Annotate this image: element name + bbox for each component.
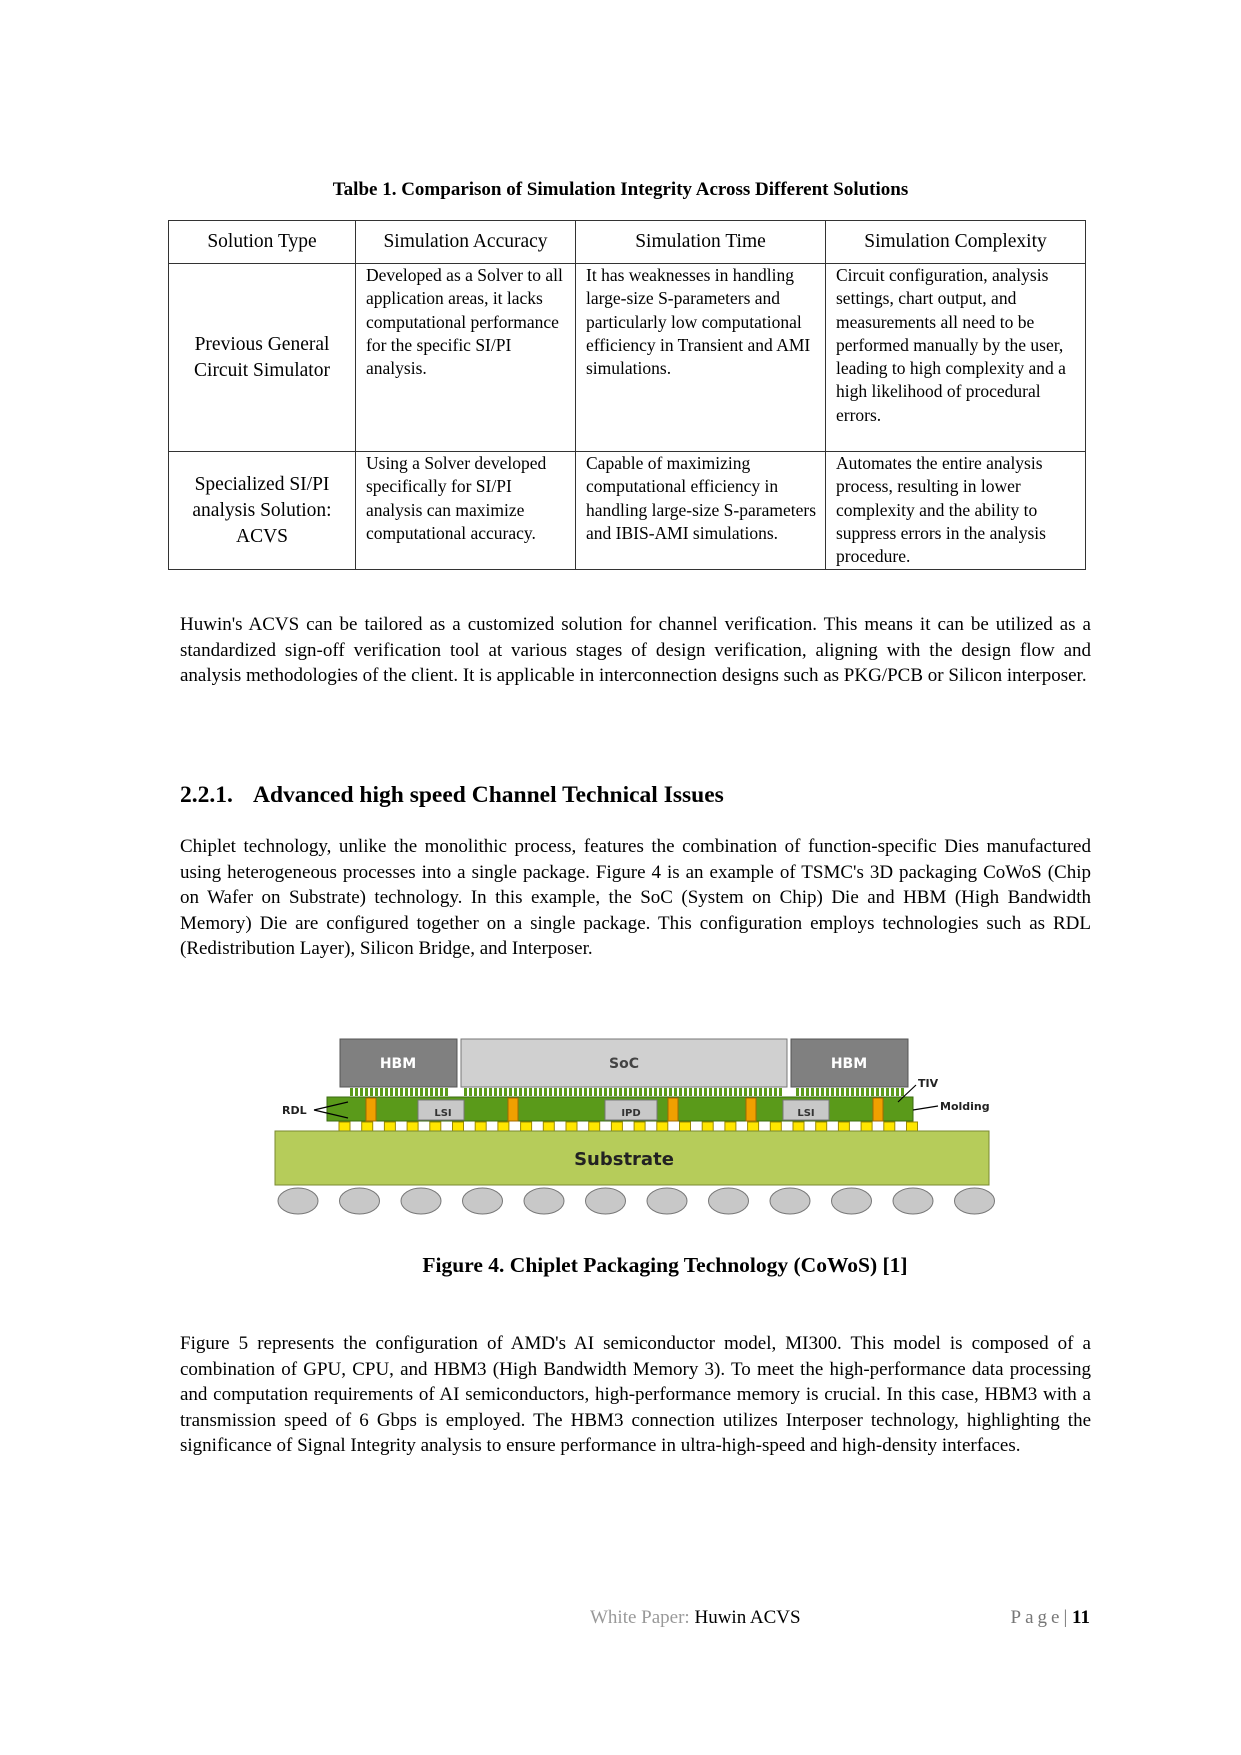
- micro-bump: [400, 1088, 403, 1096]
- soc-label: SoC: [609, 1056, 639, 1072]
- micro-bump: [360, 1088, 363, 1096]
- micro-bump: [694, 1088, 697, 1096]
- micro-bump: [866, 1088, 869, 1096]
- micro-bump: [744, 1088, 747, 1096]
- header-solution-type: Solution Type: [169, 221, 356, 264]
- c4-bump: [339, 1122, 350, 1131]
- micro-bump: [579, 1088, 582, 1096]
- c4-bump: [793, 1122, 804, 1131]
- micro-bump: [370, 1088, 373, 1096]
- micro-bump: [801, 1088, 804, 1096]
- solder-ball: [401, 1188, 441, 1214]
- micro-bump: [769, 1088, 772, 1096]
- micro-bump: [679, 1088, 682, 1096]
- figure-caption: Figure 4. Chiplet Packaging Technology (CoWoS) [1]: [422, 1253, 908, 1277]
- c4-bump: [907, 1122, 918, 1131]
- micro-bump: [684, 1088, 687, 1096]
- solder-ball: [770, 1188, 810, 1214]
- table-header-row: [169, 221, 1086, 264]
- micro-bump: [901, 1088, 904, 1096]
- micro-bump: [604, 1088, 607, 1096]
- micro-bump: [619, 1088, 622, 1096]
- c4-bump: [680, 1122, 691, 1131]
- cell-complexity: Circuit configuration, analysis settings, chart output, and measurements all need to be performed manually by the user, leading to high complexity and a high likelihood of procedural errors.: [826, 264, 1086, 452]
- micro-bump: [846, 1088, 849, 1096]
- micro-bump: [739, 1088, 742, 1096]
- micro-bump: [544, 1088, 547, 1096]
- micro-bump: [729, 1088, 732, 1096]
- micro-bump: [709, 1088, 712, 1096]
- micro-bump: [609, 1088, 612, 1096]
- cell-complexity: Automates the entire analysis process, resulting in lower complexity and the ability to suppress errors in the analysis procedure.: [826, 452, 1086, 570]
- micro-bump: [639, 1088, 642, 1096]
- tiv-annotation: TIV: [918, 1077, 939, 1090]
- micro-bump: [881, 1088, 884, 1096]
- c4-bump: [657, 1122, 668, 1131]
- footer-page: [985, 1607, 1090, 1629]
- page-number: 11: [1072, 1607, 1090, 1628]
- micro-bump: [689, 1088, 692, 1096]
- micro-bump: [549, 1088, 552, 1096]
- cell-accuracy: Using a Solver developed specifically for SI/PI analysis can maximize computational accuracy.: [356, 452, 576, 570]
- footer-product: Huwin ACVS: [694, 1607, 801, 1628]
- c4-bump: [407, 1122, 418, 1131]
- micro-bump: [569, 1088, 572, 1096]
- ipd-label: IPD: [621, 1108, 641, 1119]
- micro-bump: [420, 1088, 423, 1096]
- micro-bump: [410, 1088, 413, 1096]
- hbm-left-label: HBM: [379, 1056, 417, 1072]
- paragraph-acvs: Huwin's ACVS can be tailored as a customized solution for channel verification. This means it can be utilized as a standardized sign-off verification tool at various stages of design verification, aligning with the design flow and analysis methodologies of the client. It is applicable in interconnection designs such as PKG/PCB or Silicon interposer.: [180, 614, 1091, 687]
- cell-solution-type: Previous General Circuit Simulator: [169, 264, 356, 452]
- micro-bump: [699, 1088, 702, 1096]
- micro-bump: [754, 1088, 757, 1096]
- molding-annotation: Molding: [940, 1100, 990, 1113]
- micro-bump: [519, 1088, 522, 1096]
- table-row: [169, 264, 1086, 452]
- micro-bump: [704, 1088, 707, 1096]
- micro-bump: [559, 1088, 562, 1096]
- solder-ball: [955, 1188, 995, 1214]
- micro-bump: [719, 1088, 722, 1096]
- c4-bump: [430, 1122, 441, 1131]
- lsi-left-label: LSI: [434, 1108, 452, 1119]
- c4-bump: [362, 1122, 373, 1131]
- micro-bump: [836, 1088, 839, 1096]
- solder-ball: [524, 1188, 564, 1214]
- cell-solution-type: Specialized SI/PI analysis Solution: ACVS: [169, 452, 356, 570]
- c4-bump: [725, 1122, 736, 1131]
- c4-bump: [702, 1122, 713, 1131]
- c4-bump: [498, 1122, 509, 1131]
- micro-bump: [554, 1088, 557, 1096]
- micro-bump: [806, 1088, 809, 1096]
- cell-accuracy: Developed as a Solver to all application areas, it lacks computational performance for the specific SI/PI analysis.: [356, 264, 576, 452]
- micro-bump: [851, 1088, 854, 1096]
- cell-time: It has weaknesses in handling large-size S-parameters and particularly low computational efficiency in Transient and AMI simulations.: [576, 264, 826, 452]
- micro-bump: [821, 1088, 824, 1096]
- micro-bump: [430, 1088, 433, 1096]
- c4-bump: [521, 1122, 532, 1131]
- c4-bump: [770, 1122, 781, 1131]
- paragraph-mi300: Figure 5 represents the configuration of AMD's AI semiconductor model, MI300. This model is composed of a combination of GPU, CPU, and HBM3 (High Bandwidth Memory 3). To meet the high-performance data processing and computation requirements of AI semiconductors, high-performance memory is crucial. In this case, HBM3 with a transmission speed of 6 Gbps is employed. The HBM3 connection utilizes Interposer technology, highlighting the significance of Signal Integrity analysis to ensure performance in ultra-high-speed and high-density interfaces.: [180, 1333, 1091, 1457]
- tiv-pillar: [746, 1098, 756, 1121]
- c4-bump: [838, 1122, 849, 1131]
- micro-bump: [489, 1088, 492, 1096]
- micro-bump: [634, 1088, 637, 1096]
- micro-bump: [494, 1088, 497, 1096]
- micro-bump: [380, 1088, 383, 1096]
- header-simulation-complexity: Simulation Complexity: [826, 221, 1086, 264]
- micro-bump: [664, 1088, 667, 1096]
- micro-bump: [350, 1088, 353, 1096]
- solder-ball: [893, 1188, 933, 1214]
- micro-bump: [734, 1088, 737, 1096]
- micro-bump: [654, 1088, 657, 1096]
- header-simulation-accuracy: Simulation Accuracy: [356, 221, 576, 264]
- micro-bump: [831, 1088, 834, 1096]
- footer-separator: |: [1063, 1607, 1068, 1628]
- micro-bump: [674, 1088, 677, 1096]
- rdl-annotation: RDL: [282, 1104, 307, 1117]
- micro-bump: [440, 1088, 443, 1096]
- micro-bump: [445, 1088, 448, 1096]
- micro-bump: [896, 1088, 899, 1096]
- micro-bump: [435, 1088, 438, 1096]
- micro-bump: [524, 1088, 527, 1096]
- micro-bump: [385, 1088, 388, 1096]
- footer-title: [590, 1607, 801, 1629]
- micro-bump: [484, 1088, 487, 1096]
- c4-bump: [453, 1122, 464, 1131]
- micro-bump: [589, 1088, 592, 1096]
- micro-bump: [861, 1088, 864, 1096]
- micro-bump: [574, 1088, 577, 1096]
- micro-bump: [614, 1088, 617, 1096]
- table-row: [169, 452, 1086, 570]
- micro-bump: [816, 1088, 819, 1096]
- paragraph-chiplet: Chiplet technology, unlike the monolithic process, features the combination of function-specific Dies manufactured using heterogeneous processes into a single package. Figure 4 is an example of TSMC's 3D packaging CoWoS (Chip on Wafer on Substrate) technology. In this example, the SoC (System on Chip) Die and HBM (High Bandwidth Memory) Die are configured together on a single package. This configuration employs technologies such as RDL (Redistribution Layer), Silicon Bridge, and Interposer.: [180, 836, 1091, 960]
- solder-ball: [278, 1188, 318, 1214]
- substrate-label: Substrate: [574, 1149, 674, 1170]
- c4-bump-row: [339, 1122, 918, 1131]
- micro-bump: [891, 1088, 894, 1096]
- solder-ball: [463, 1188, 503, 1214]
- micro-bump: [811, 1088, 814, 1096]
- micro-bump: [759, 1088, 762, 1096]
- solder-ball: [709, 1188, 749, 1214]
- micro-bump: [365, 1088, 368, 1096]
- micro-bump: [474, 1088, 477, 1096]
- micro-bump: [355, 1088, 358, 1096]
- header-simulation-time: Simulation Time: [576, 221, 826, 264]
- micro-bump: [886, 1088, 889, 1096]
- c4-bump: [543, 1122, 554, 1131]
- micro-bump: [629, 1088, 632, 1096]
- c4-bump: [475, 1122, 486, 1131]
- micro-bump: [714, 1088, 717, 1096]
- micro-bump: [504, 1088, 507, 1096]
- solder-ball: [647, 1188, 687, 1214]
- micro-bump: [644, 1088, 647, 1096]
- c4-bump: [884, 1122, 895, 1131]
- micro-bump: [876, 1088, 879, 1096]
- micro-bump: [856, 1088, 859, 1096]
- solder-ball: [832, 1188, 872, 1214]
- comparison-table: [168, 220, 1086, 570]
- section-heading: [180, 782, 724, 809]
- micro-bump: [534, 1088, 537, 1096]
- micro-bump: [425, 1088, 428, 1096]
- tiv-pillar: [366, 1098, 376, 1121]
- c4-bump: [566, 1122, 577, 1131]
- tiv-pillar: [873, 1098, 883, 1121]
- micro-bump: [464, 1088, 467, 1096]
- tiv-pillar: [668, 1098, 678, 1121]
- footer-page-word: Page: [1010, 1607, 1064, 1628]
- solder-ball: [586, 1188, 626, 1214]
- micro-bump: [469, 1088, 472, 1096]
- c4-bump: [861, 1122, 872, 1131]
- micro-bump: [659, 1088, 662, 1096]
- solder-ball-row: [278, 1188, 995, 1214]
- micro-bump: [649, 1088, 652, 1096]
- micro-bump: [594, 1088, 597, 1096]
- micro-bump: [415, 1088, 418, 1096]
- micro-bump: [395, 1088, 398, 1096]
- micro-bump: [841, 1088, 844, 1096]
- section-number: 2.2.1.: [180, 782, 233, 808]
- footer-label: White Paper:: [590, 1607, 690, 1628]
- micro-bump: [779, 1088, 782, 1096]
- c4-bump: [589, 1122, 600, 1131]
- micro-bump: [564, 1088, 567, 1096]
- cell-time: Capable of maximizing computational efficiency in handling large-size S-parameters and IBIS-AMI simulations.: [576, 452, 826, 570]
- micro-bump: [405, 1088, 408, 1096]
- micro-bump: [375, 1088, 378, 1096]
- c4-bump: [611, 1122, 622, 1131]
- molding-leader-line: [913, 1106, 938, 1110]
- micro-bump: [796, 1088, 799, 1096]
- micro-bump: [764, 1088, 767, 1096]
- hbm-right-label: HBM: [830, 1056, 868, 1072]
- c4-bump: [634, 1122, 645, 1131]
- micro-bump: [584, 1088, 587, 1096]
- micro-bump: [624, 1088, 627, 1096]
- micro-bump: [509, 1088, 512, 1096]
- c4-bump: [748, 1122, 759, 1131]
- micro-bump: [479, 1088, 482, 1096]
- micro-bump: [599, 1088, 602, 1096]
- c4-bump: [816, 1122, 827, 1131]
- micro-bump: [774, 1088, 777, 1096]
- cowos-figure: [268, 1038, 998, 1226]
- solder-ball: [340, 1188, 380, 1214]
- micro-bump: [390, 1088, 393, 1096]
- section-title: Advanced high speed Channel Technical Issues: [253, 782, 724, 808]
- micro-bump: [539, 1088, 542, 1096]
- micro-bump: [529, 1088, 532, 1096]
- micro-bump: [871, 1088, 874, 1096]
- micro-bump: [826, 1088, 829, 1096]
- table-caption: Talbe 1. Comparison of Simulation Integrity Across Different Solutions: [332, 179, 909, 200]
- micro-bump: [669, 1088, 672, 1096]
- micro-bump: [514, 1088, 517, 1096]
- lsi-right-label: LSI: [797, 1108, 815, 1119]
- micro-bump: [749, 1088, 752, 1096]
- c4-bump: [384, 1122, 395, 1131]
- tiv-pillar: [508, 1098, 518, 1121]
- micro-bump-row: [350, 1088, 904, 1096]
- micro-bump: [499, 1088, 502, 1096]
- micro-bump: [724, 1088, 727, 1096]
